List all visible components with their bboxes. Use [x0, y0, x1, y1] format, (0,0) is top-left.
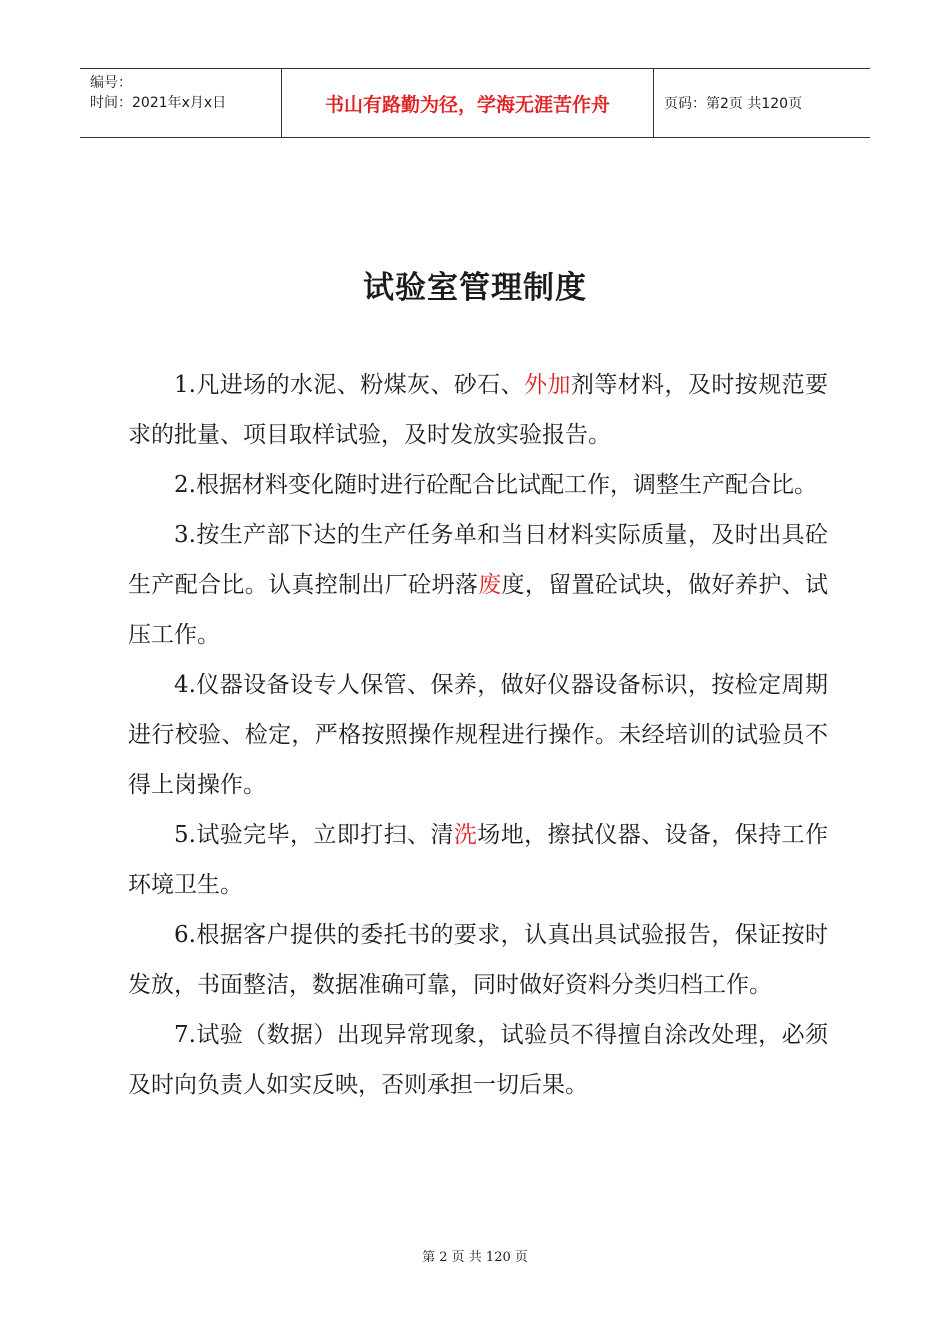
- paragraph-text: 度，留置砼试块，做好养护、试压工作。: [128, 572, 829, 648]
- paragraph-text: 6.根据客户提供的委托书的要求，认真出具试验报告，保证按时发放，书面整洁，数据准确可靠，同时做好资料分类归档工作。: [128, 922, 828, 998]
- header-page-info: 页码：第2页 共120页: [664, 96, 803, 112]
- document-body: [128, 360, 828, 1110]
- paragraph-text: 4.仪器设备设专人保管、保养，做好仪器设备标识，按检定周期进行校验、检定，严格按照操作规程进行操作。未经培训的试验员不得上岗操作。: [128, 672, 828, 798]
- paragraph-1: [128, 360, 828, 460]
- paragraph-text: 7.试验（数据）出现异常现象，试验员不得擅自涂改处理，必须及时向负责人如实反映，否则承担一切后果。: [128, 1022, 828, 1098]
- paragraph-text: 场地，擦拭仪器、设备，保持工作环境卫生。: [128, 822, 829, 898]
- number-label: 编号：: [90, 75, 132, 91]
- highlighted-text: 废: [478, 572, 502, 598]
- header-meta: [80, 69, 282, 137]
- time-label: 时间：2021年x月x日: [90, 95, 227, 111]
- highlighted-text: 外加: [524, 372, 571, 398]
- paragraph-text: 3.按生产部下达的生产任务单和当日材料实际质量，及时出具砼生产配合比。认真控制出厂砼坍落: [128, 522, 828, 598]
- header-motto: 书山有路勤为径，学海无涯苦作舟: [282, 69, 654, 137]
- paragraph-6: [128, 910, 828, 1010]
- paragraph-text: 剂等材料，及时按规范要求的批量、项目取样试验，及时发放实验报告。: [128, 372, 829, 448]
- page-footer: 第 2 页 共 120 页: [422, 1250, 528, 1265]
- page-header: [80, 68, 870, 138]
- paragraph-3: [128, 510, 828, 660]
- paragraph-text: 1.凡进场的水泥、粉煤灰、砂石、: [174, 372, 525, 398]
- paragraph-2: [128, 460, 828, 510]
- document-title: 试验室管理制度: [363, 270, 587, 306]
- paragraph-text: 5.试验完毕，立即打扫、清: [174, 822, 454, 848]
- highlighted-text: 洗: [453, 822, 478, 848]
- paragraph-7: [128, 1010, 828, 1110]
- paragraph-5: [128, 810, 828, 910]
- paragraph-text: 2.根据材料变化随时进行砼配合比试配工作，调整生产配合比。: [174, 472, 817, 498]
- paragraph-4: [128, 660, 828, 810]
